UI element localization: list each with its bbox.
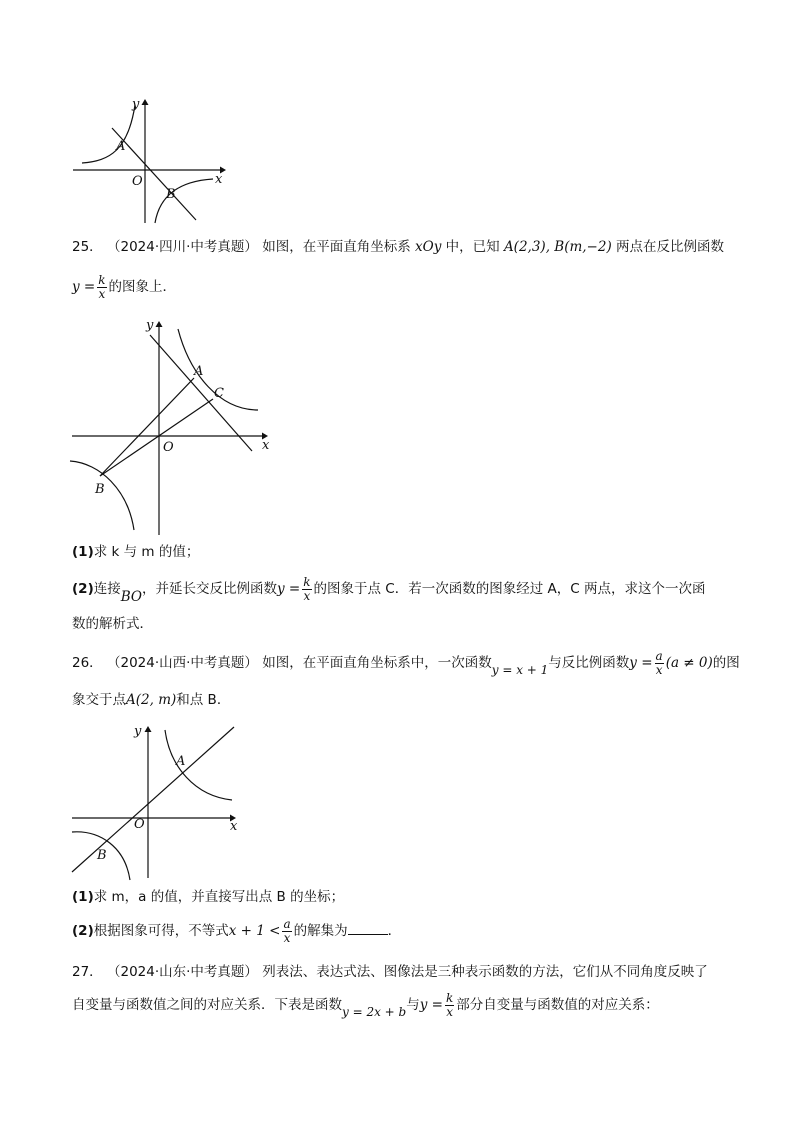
q27-text-1: 列表法、表达式法、图像法是三种表示函数的方法，它们从不同角度反映了 (262, 964, 708, 980)
q25-part1-text: 求 k 与 m 的值； (93, 544, 200, 560)
q25-number: 25． (72, 239, 103, 255)
q25-part2-text-3: 的图象于点 C．若一次函数的图象经过 A，C 两点，求这个一次函 (313, 581, 706, 597)
q27-func-den: x (446, 1004, 453, 1019)
label-x: x (215, 172, 223, 187)
q25-func-den: x (98, 286, 106, 301)
q26-text-2: 与反比例函数 (548, 655, 630, 671)
q25-func-lhs: y = (72, 279, 96, 295)
q27-line-1 (72, 962, 708, 982)
q25-part2-line-2 (72, 614, 153, 634)
q26-func-cond: (a ≠ 0) (665, 655, 713, 671)
label-a: A (176, 754, 186, 769)
q25-func-num: k (98, 272, 106, 287)
q26-linear: y = x + 1 (491, 663, 549, 677)
q27-text-2: 自变量与函数值之间的对应关系．下表是函数 (72, 997, 342, 1013)
q27-line-2 (72, 988, 659, 1022)
q26-func-den: x (655, 662, 663, 677)
q26-text-4: 象交于点 (72, 692, 126, 708)
q25-part2-text-4: 数的解析式． (72, 616, 153, 632)
q26-part1 (72, 887, 344, 907)
q26-part2-text-3: ． (387, 923, 402, 939)
q25-part2-func-num: k (303, 574, 311, 589)
q25-part2-text-2: ，并延长交反比例函数 (141, 581, 277, 597)
q25-line-1 (72, 237, 724, 257)
q25-part2-func-den: x (303, 588, 311, 603)
figure-top-graph (70, 95, 230, 227)
q26-line-2 (72, 690, 230, 710)
q26-number: 26． (72, 655, 103, 671)
q27-func-fraction (445, 992, 454, 1019)
label-b: B (166, 187, 176, 202)
q25-part1 (72, 542, 199, 562)
q26-ineq-den: x (283, 930, 291, 945)
q27-func-num: k (445, 990, 454, 1005)
q25-func-fraction (97, 274, 106, 301)
q26-part2 (72, 914, 401, 948)
label-y: y (146, 318, 154, 333)
label-b: B (95, 482, 105, 497)
q25-part2-line-1 (72, 572, 705, 606)
q25-source: （2024·四川·中考真题） (106, 239, 258, 255)
q25-line-2 (72, 272, 176, 302)
q25-part2-func-fraction (302, 576, 311, 603)
label-o: O (134, 817, 145, 832)
label-b: B (97, 848, 107, 863)
figure-q25-graph (70, 315, 280, 537)
label-o: O (163, 440, 174, 455)
q26-ineq-lhs: x + 1 < (228, 923, 281, 939)
q26-ineq-fraction (282, 918, 291, 945)
q25-part1-prefix: (1) (72, 544, 94, 560)
q26-line-1 (72, 646, 740, 680)
q27-text-3: 与 (406, 997, 420, 1013)
hyperbola-branch-upper-left (82, 105, 135, 163)
q26-part1-prefix: (1) (72, 889, 94, 905)
q26-func-num: a (655, 648, 663, 663)
segment-bc (100, 399, 213, 476)
q25-text-3: 两点在反比例函数 (616, 239, 725, 255)
q25-coord-system: xOy (415, 239, 442, 255)
q26-text-1: 如图，在平面直角坐标系中，一次函数 (262, 655, 492, 671)
q26-part2-prefix: (2) (72, 923, 94, 939)
q25-part2-text-1: 连接 (93, 581, 121, 597)
q26-text-5: 和点 B． (176, 692, 231, 708)
y-axis-arrow (142, 99, 149, 105)
q25-points: A(2,3), B(m,−2) (503, 239, 612, 255)
q26-part2-text-2: 的解集为 (293, 923, 348, 939)
q27-source: （2024·山东·中考真题） (106, 964, 258, 980)
figure-q26-graph (70, 722, 250, 882)
label-y: y (132, 97, 140, 112)
q26-func-lhs: y = (629, 655, 653, 671)
q27-linear: y = 2x + b (342, 1005, 407, 1019)
answer-blank[interactable] (348, 922, 388, 935)
q27-text-4: 部分自变量与函数值的对应关系： (456, 997, 659, 1013)
label-o: O (132, 174, 143, 189)
q26-part1-text: 求 m，a 的值，并直接写出点 B 的坐标； (93, 889, 345, 905)
line-ac (150, 335, 252, 451)
label-x: x (262, 438, 270, 453)
q25-text-2: 中，已知 (445, 239, 500, 255)
q27-func-lhs: y = (419, 997, 443, 1013)
q25-part2-prefix: (2) (72, 581, 94, 597)
label-y: y (134, 724, 142, 739)
q26-func-fraction (655, 650, 664, 677)
q26-source: （2024·山西·中考真题） (106, 655, 258, 671)
segment-ba (100, 378, 194, 476)
q26-ineq-num: a (283, 916, 291, 931)
label-x: x (230, 819, 238, 834)
q25-text-4: 的图象上． (108, 279, 177, 295)
q26-text-3: 的图 (712, 655, 740, 671)
q26-point-a: A(2, m) (126, 692, 177, 708)
q25-part2-segment: BO (120, 589, 142, 605)
y-axis-arrow (156, 321, 163, 327)
q26-part2-text-1: 根据图象可得，不等式 (93, 923, 229, 939)
q27-number: 27． (72, 964, 103, 980)
q25-text-1: 如图，在平面直角坐标系 (262, 239, 411, 255)
q25-part2-func-lhs: y = (276, 581, 301, 597)
label-a: A (194, 364, 204, 379)
hyperbola-branch-lower-right (155, 179, 213, 223)
label-a: A (116, 139, 126, 154)
y-axis-arrow (145, 726, 152, 732)
label-c: C (214, 386, 224, 401)
